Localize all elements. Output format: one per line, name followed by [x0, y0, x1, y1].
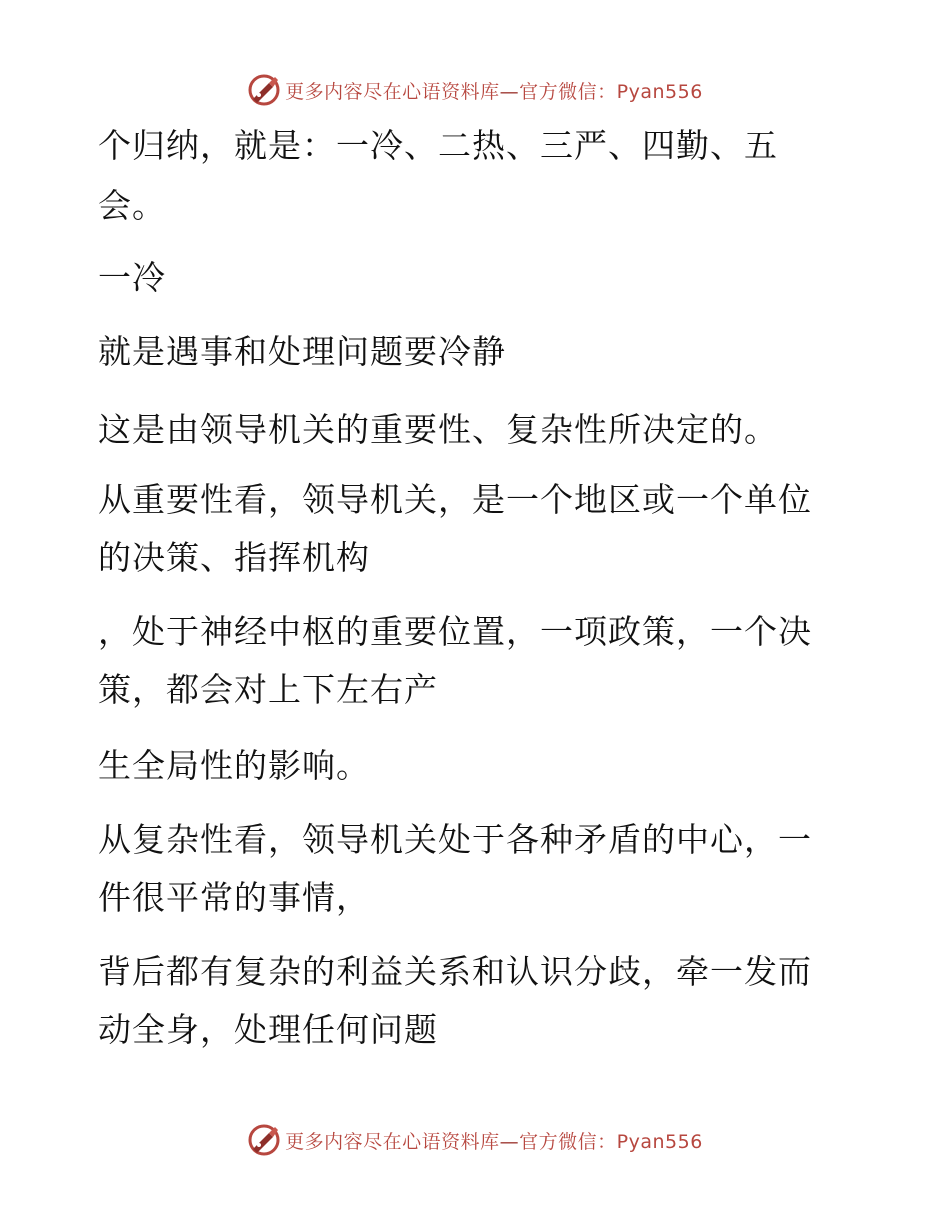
body-line: 这是由领导机关的重要性、复杂性所决定的。	[98, 410, 778, 449]
header-banner-separator: —	[499, 80, 520, 103]
body-line: 策，都会对上下左右产	[98, 670, 438, 709]
header-banner-wechat: 官方微信：Pyan556	[519, 80, 703, 103]
footer-banner-main: 更多内容尽在心语资料库	[285, 1130, 500, 1153]
body-line: 个归纳，就是：一冷、二热、三严、四勤、五	[98, 126, 778, 165]
footer-banner-wechat: 官方微信：Pyan556	[519, 1130, 703, 1153]
footer-banner-separator: —	[499, 1130, 520, 1153]
body-line: 从重要性看，领导机关，是一个地区或一个单位	[98, 480, 812, 519]
body-line: 背后都有复杂的利益关系和认识分歧，牵一发而	[98, 952, 812, 991]
footer-watermark-text	[285, 1127, 703, 1154]
body-line: 从复杂性看，领导机关处于各种矛盾的中心，一	[98, 820, 812, 859]
footer-watermark	[0, 1120, 950, 1160]
header-banner-main: 更多内容尽在心语资料库	[285, 80, 500, 103]
body-line: 的决策、指挥机构	[98, 538, 370, 577]
body-line: ，处于神经中枢的重要位置，一项政策，一个决	[98, 612, 812, 651]
body-line: 动全身，处理任何问题	[98, 1010, 438, 1049]
body-line: 会。	[98, 186, 166, 225]
body-line: 件很平常的事情，	[98, 878, 370, 917]
body-line: 就是遇事和处理问题要冷静	[98, 332, 506, 371]
body-line: 生全局性的影响。	[98, 746, 370, 785]
body-line: 一冷	[98, 258, 166, 297]
pen-logo-icon	[247, 1123, 281, 1157]
